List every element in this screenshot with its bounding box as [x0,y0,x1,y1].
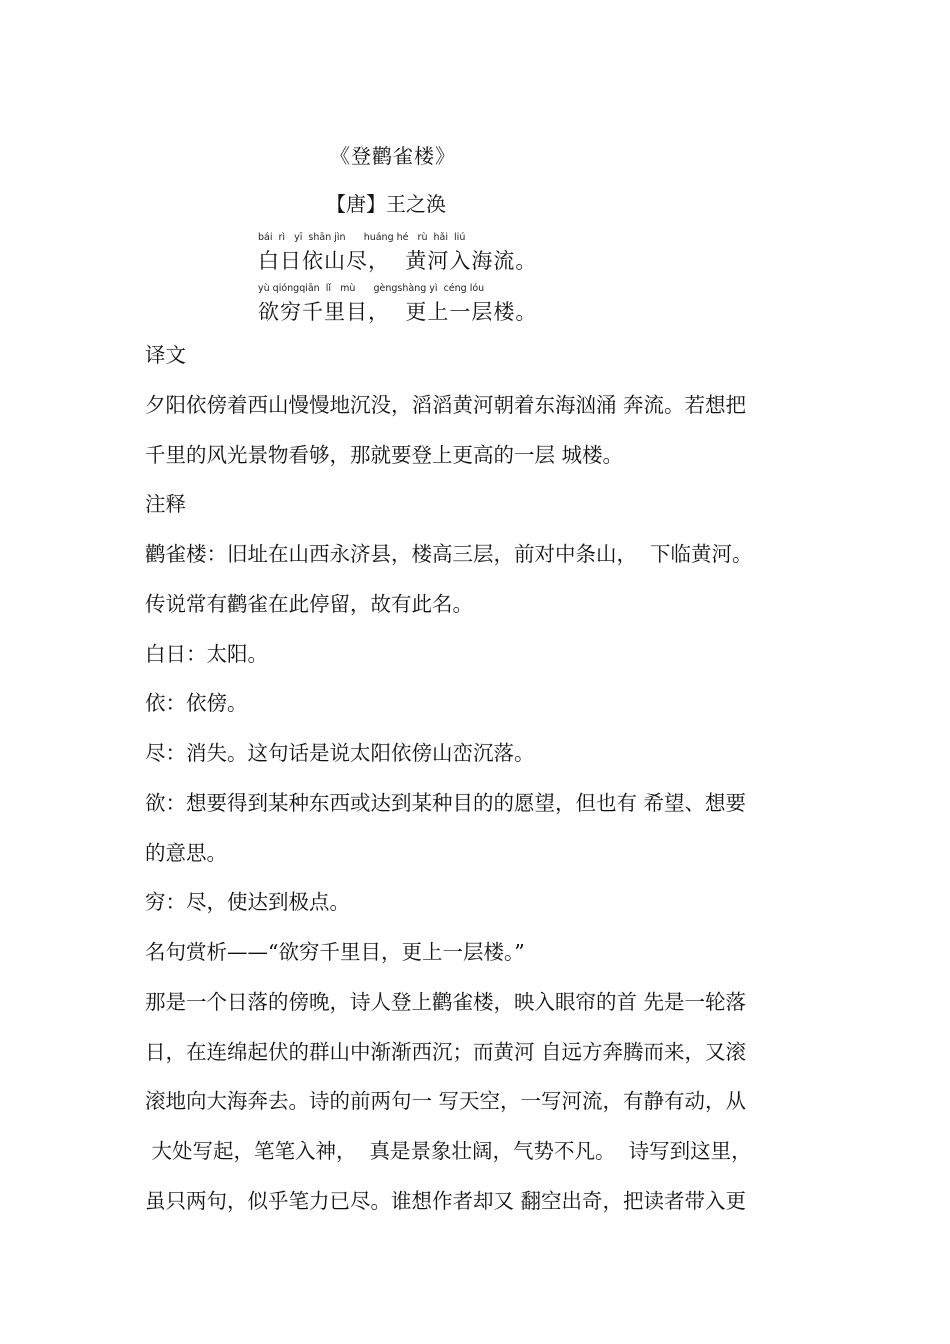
text-line: 的意思。 [145,841,227,865]
poem-author: 【唐】王之涣 [326,192,446,216]
text-line: 白日：太阳。 [145,642,268,666]
text-line: 传说常有鹳雀在此停留，故有此名。 [145,592,473,616]
poem-title: 《登鹳雀楼》 [330,144,456,168]
text-line: 那是一个日落的傍晚，诗人登上鹳雀楼，映入眼帘的首 先是一轮落 [145,990,747,1014]
text-line: 鹳雀楼：旧址在山西永济县，楼高三层，前对中条山， 下临黄河。 [145,542,753,566]
section-heading-appreciation: 名句赏析——“欲穷千里目，更上一层楼。” [145,940,525,964]
text-line: 依：依傍。 [145,691,248,715]
pinyin-annotation: yù qióngqiān lǐ mù gèngshàng yì céng lóu [258,283,485,294]
section-heading-notes: 注释 [145,492,186,516]
text-line: 千里的风光景物看够，那就要登上更高的一层 城楼。 [145,443,624,467]
text-line: 日，在连绵起伏的群山中渐渐西沉；而黄河 自远方奔腾而来，又滚 [145,1040,747,1064]
text-line: 夕阳依傍着西山慢慢地沉没，滔滔黄河朝着东海汹涌 奔流。若想把 [145,393,747,417]
text-line: 滚地向大海奔去。诗的前两句一 写天空，一写河流，有静有动，从 [145,1089,747,1113]
section-heading-translation: 译文 [145,343,186,367]
poem-verse: 白日依山尽， 黄河入海流。 [258,249,538,273]
text-line: 穷：尽，使达到极点。 [145,890,350,914]
poem-line [258,283,537,326]
pinyin-annotation: bái rì yī shān jìn huáng hé rù hǎi liú [258,232,466,243]
text-line: 欲：想要得到某种东西或达到某种目的的愿望，但也有 希望、想要 [145,791,747,815]
poem-verse: 欲穷千里目， 更上一层楼。 [258,300,538,324]
text-line: 虽只两句，似乎笔力已尽。谁想作者却又 翻空出奇，把读者带入更 [145,1189,747,1213]
text-line: 尽：消失。这句话是说太阳依傍山峦沉落。 [145,741,535,765]
text-line: 大处写起，笔笔入神， 真是景象壮阔，气势不凡。 诗写到这里， [145,1139,752,1163]
poem-line [258,232,537,275]
